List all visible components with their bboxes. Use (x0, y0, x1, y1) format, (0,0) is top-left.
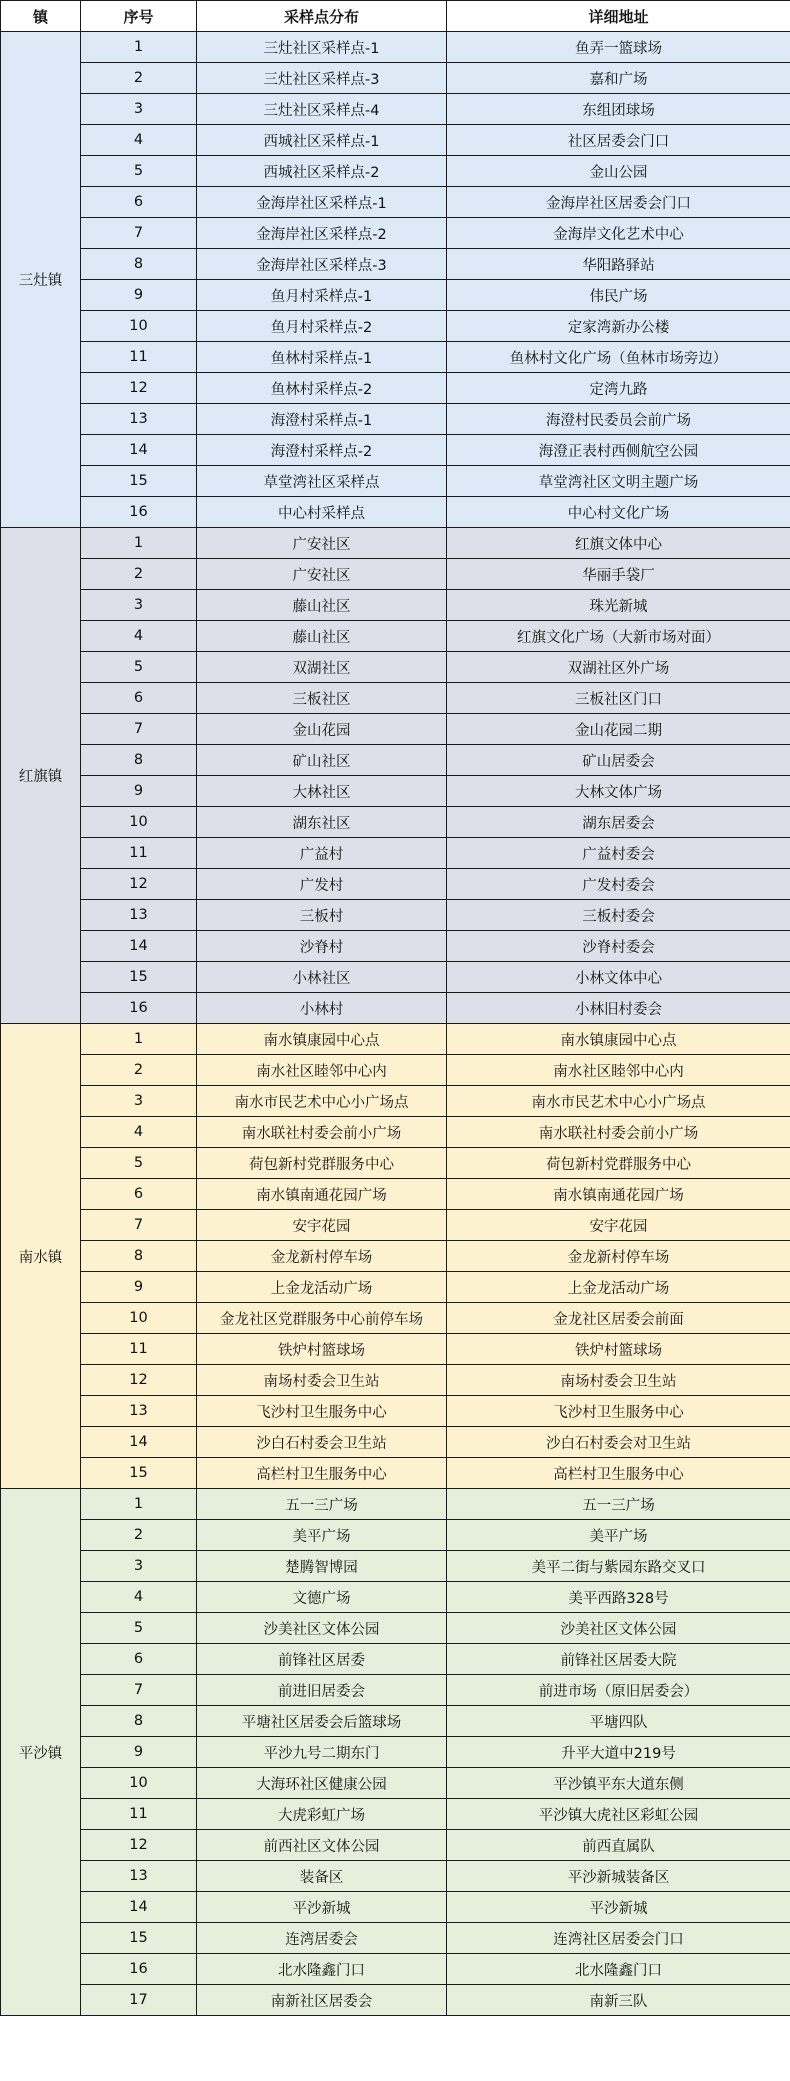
table-row (1, 1489, 790, 1520)
seq-cell: 11 (81, 342, 197, 373)
address-cell: 南场村委会卫生站 (447, 1365, 790, 1396)
table-row (1, 838, 790, 869)
address-cell: 沙美社区文体公园 (447, 1613, 790, 1644)
seq-cell: 16 (81, 1954, 197, 1985)
site-cell: 广益村 (197, 838, 447, 869)
site-cell: 北水隆鑫门口 (197, 1954, 447, 1985)
site-cell: 金龙新村停车场 (197, 1241, 447, 1272)
address-cell: 沙白石村委会对卫生站 (447, 1427, 790, 1458)
address-cell: 定家湾新办公楼 (447, 311, 790, 342)
table-row (1, 1520, 790, 1551)
site-cell: 藤山社区 (197, 590, 447, 621)
address-cell: 美平西路328号 (447, 1582, 790, 1613)
seq-cell: 10 (81, 1768, 197, 1799)
seq-cell: 13 (81, 404, 197, 435)
address-cell: 南水镇康园中心点 (447, 1024, 790, 1055)
town-cell: 平沙镇 (1, 1489, 81, 2016)
table-row (1, 869, 790, 900)
table-row (1, 156, 790, 187)
table-row (1, 466, 790, 497)
address-cell: 双湖社区外广场 (447, 652, 790, 683)
address-cell: 五一三广场 (447, 1489, 790, 1520)
seq-cell: 4 (81, 125, 197, 156)
site-cell: 高栏村卫生服务中心 (197, 1458, 447, 1489)
address-cell: 广益村委会 (447, 838, 790, 869)
seq-cell: 15 (81, 962, 197, 993)
seq-cell: 8 (81, 249, 197, 280)
address-cell: 海澄村民委员会前广场 (447, 404, 790, 435)
site-cell: 金海岸社区采样点-3 (197, 249, 447, 280)
table-row (1, 1334, 790, 1365)
site-cell: 三灶社区采样点-3 (197, 63, 447, 94)
address-cell: 海澄正表村西侧航空公园 (447, 435, 790, 466)
site-cell: 平沙新城 (197, 1892, 447, 1923)
seq-cell: 2 (81, 63, 197, 94)
seq-cell: 9 (81, 1272, 197, 1303)
table-row (1, 714, 790, 745)
address-cell: 金龙新村停车场 (447, 1241, 790, 1272)
site-cell: 小林社区 (197, 962, 447, 993)
address-cell: 伟民广场 (447, 280, 790, 311)
site-cell: 金海岸社区采样点-1 (197, 187, 447, 218)
table-row (1, 1923, 790, 1954)
address-cell: 湖东居委会 (447, 807, 790, 838)
address-cell: 平沙镇平东大道东侧 (447, 1768, 790, 1799)
table-row (1, 1365, 790, 1396)
address-cell: 南新三队 (447, 1985, 790, 2016)
address-cell: 平沙新城 (447, 1892, 790, 1923)
seq-cell: 4 (81, 621, 197, 652)
site-cell: 鱼月村采样点-2 (197, 311, 447, 342)
table-row (1, 962, 790, 993)
site-cell: 金山花园 (197, 714, 447, 745)
seq-cell: 2 (81, 1055, 197, 1086)
address-cell: 金龙社区居委会前面 (447, 1303, 790, 1334)
site-cell: 平沙九号二期东门 (197, 1737, 447, 1768)
table-row (1, 1427, 790, 1458)
site-cell: 美平广场 (197, 1520, 447, 1551)
site-cell: 大林社区 (197, 776, 447, 807)
site-cell: 广安社区 (197, 559, 447, 590)
table-row (1, 1644, 790, 1675)
site-cell: 平塘社区居委会后篮球场 (197, 1706, 447, 1737)
table-row (1, 1551, 790, 1582)
town-cell: 三灶镇 (1, 32, 81, 528)
seq-cell: 6 (81, 683, 197, 714)
address-cell: 平沙镇大虎社区彩虹公园 (447, 1799, 790, 1830)
table-row (1, 1303, 790, 1334)
seq-cell: 13 (81, 1396, 197, 1427)
site-cell: 沙脊村 (197, 931, 447, 962)
address-cell: 华丽手袋厂 (447, 559, 790, 590)
table-body (1, 32, 790, 2016)
address-cell: 红旗文化广场（大新市场对面） (447, 621, 790, 652)
address-cell: 鱼林村文化广场（鱼林市场旁边） (447, 342, 790, 373)
table-row (1, 621, 790, 652)
table-header (1, 1, 790, 32)
seq-cell: 12 (81, 373, 197, 404)
address-cell: 升平大道中219号 (447, 1737, 790, 1768)
table-row (1, 1148, 790, 1179)
site-cell: 鱼林村采样点-2 (197, 373, 447, 404)
site-cell: 三灶社区采样点-1 (197, 32, 447, 63)
address-cell: 金海岸社区居委会门口 (447, 187, 790, 218)
address-cell: 安宇花园 (447, 1210, 790, 1241)
site-cell: 大海环社区健康公园 (197, 1768, 447, 1799)
table-row (1, 1458, 790, 1489)
table-row (1, 125, 790, 156)
address-cell: 南水市民艺术中心小广场点 (447, 1086, 790, 1117)
site-cell: 前锋社区居委 (197, 1644, 447, 1675)
address-cell: 前锋社区居委大院 (447, 1644, 790, 1675)
address-cell: 沙脊村委会 (447, 931, 790, 962)
site-cell: 南水镇南通花园广场 (197, 1179, 447, 1210)
site-cell: 海澄村采样点-2 (197, 435, 447, 466)
site-cell: 海澄村采样点-1 (197, 404, 447, 435)
seq-cell: 3 (81, 94, 197, 125)
table-row (1, 1055, 790, 1086)
seq-cell: 2 (81, 1520, 197, 1551)
seq-cell: 12 (81, 1365, 197, 1396)
seq-cell: 6 (81, 187, 197, 218)
seq-cell: 15 (81, 1458, 197, 1489)
site-cell: 南场村委会卫生站 (197, 1365, 447, 1396)
seq-cell: 15 (81, 1923, 197, 1954)
address-cell: 铁炉村篮球场 (447, 1334, 790, 1365)
site-cell: 鱼月村采样点-1 (197, 280, 447, 311)
address-cell: 北水隆鑫门口 (447, 1954, 790, 1985)
table-row (1, 1985, 790, 2016)
address-cell: 定湾九路 (447, 373, 790, 404)
address-cell: 鱼弄一篮球场 (447, 32, 790, 63)
address-cell: 前进市场（原旧居委会） (447, 1675, 790, 1706)
table-row (1, 311, 790, 342)
seq-cell: 13 (81, 1861, 197, 1892)
seq-cell: 14 (81, 1427, 197, 1458)
table-row (1, 1830, 790, 1861)
seq-cell: 9 (81, 1737, 197, 1768)
address-cell: 上金龙活动广场 (447, 1272, 790, 1303)
site-cell: 西城社区采样点-1 (197, 125, 447, 156)
town-cell: 红旗镇 (1, 528, 81, 1024)
site-cell: 前进旧居委会 (197, 1675, 447, 1706)
seq-cell: 4 (81, 1582, 197, 1613)
address-cell: 三板村委会 (447, 900, 790, 931)
address-cell: 飞沙村卫生服务中心 (447, 1396, 790, 1427)
address-cell: 矿山居委会 (447, 745, 790, 776)
site-cell: 飞沙村卫生服务中心 (197, 1396, 447, 1427)
address-cell: 社区居委会门口 (447, 125, 790, 156)
seq-cell: 12 (81, 869, 197, 900)
table-row (1, 1768, 790, 1799)
seq-cell: 12 (81, 1830, 197, 1861)
table-row (1, 373, 790, 404)
site-cell: 双湖社区 (197, 652, 447, 683)
table-row (1, 590, 790, 621)
table-row (1, 1799, 790, 1830)
seq-cell: 10 (81, 1303, 197, 1334)
site-cell: 广发村 (197, 869, 447, 900)
table-row (1, 1086, 790, 1117)
site-cell: 三板村 (197, 900, 447, 931)
table-row (1, 1179, 790, 1210)
table-row (1, 900, 790, 931)
address-cell: 美平广场 (447, 1520, 790, 1551)
table-row (1, 1892, 790, 1923)
site-cell: 三板社区 (197, 683, 447, 714)
seq-cell: 9 (81, 280, 197, 311)
table-row (1, 32, 790, 63)
table-row (1, 249, 790, 280)
site-cell: 沙白石村委会卫生站 (197, 1427, 447, 1458)
seq-cell: 8 (81, 1706, 197, 1737)
table-row (1, 1613, 790, 1644)
seq-cell: 3 (81, 590, 197, 621)
site-cell: 广安社区 (197, 528, 447, 559)
address-cell: 三板社区门口 (447, 683, 790, 714)
site-cell: 沙美社区文体公园 (197, 1613, 447, 1644)
seq-cell: 9 (81, 776, 197, 807)
seq-cell: 2 (81, 559, 197, 590)
site-cell: 西城社区采样点-2 (197, 156, 447, 187)
header-site: 采样点分布 (197, 1, 447, 32)
site-cell: 南水联社村委会前小广场 (197, 1117, 447, 1148)
seq-cell: 8 (81, 1241, 197, 1272)
table-row (1, 683, 790, 714)
site-cell: 鱼林村采样点-1 (197, 342, 447, 373)
seq-cell: 11 (81, 1334, 197, 1365)
site-cell: 南水社区睦邻中心内 (197, 1055, 447, 1086)
site-cell: 南新社区居委会 (197, 1985, 447, 2016)
seq-cell: 14 (81, 931, 197, 962)
seq-cell: 13 (81, 900, 197, 931)
table-row (1, 776, 790, 807)
seq-cell: 5 (81, 156, 197, 187)
seq-cell: 1 (81, 32, 197, 63)
site-cell: 湖东社区 (197, 807, 447, 838)
address-cell: 美平二街与紫园东路交叉口 (447, 1551, 790, 1582)
address-cell: 平塘四队 (447, 1706, 790, 1737)
seq-cell: 7 (81, 1210, 197, 1241)
table-row (1, 342, 790, 373)
site-cell: 矿山社区 (197, 745, 447, 776)
table-row (1, 187, 790, 218)
header-address: 详细地址 (447, 1, 790, 32)
table-row (1, 1024, 790, 1055)
site-cell: 小林村 (197, 993, 447, 1024)
address-cell: 小林旧村委会 (447, 993, 790, 1024)
site-cell: 南水镇康园中心点 (197, 1024, 447, 1055)
seq-cell: 11 (81, 838, 197, 869)
table-row (1, 497, 790, 528)
seq-cell: 14 (81, 1892, 197, 1923)
seq-cell: 6 (81, 1179, 197, 1210)
site-cell: 装备区 (197, 1861, 447, 1892)
table-row (1, 559, 790, 590)
seq-cell: 8 (81, 745, 197, 776)
seq-cell: 10 (81, 807, 197, 838)
table-row (1, 1954, 790, 1985)
address-cell: 大林文体广场 (447, 776, 790, 807)
address-cell: 南水社区睦邻中心内 (447, 1055, 790, 1086)
table-row (1, 404, 790, 435)
table-row (1, 1675, 790, 1706)
table-row (1, 993, 790, 1024)
table-row (1, 652, 790, 683)
site-cell: 中心村采样点 (197, 497, 447, 528)
address-cell: 荷包新村党群服务中心 (447, 1148, 790, 1179)
address-cell: 广发村委会 (447, 869, 790, 900)
table-row (1, 280, 790, 311)
address-cell: 连湾社区居委会门口 (447, 1923, 790, 1954)
header-seq: 序号 (81, 1, 197, 32)
seq-cell: 17 (81, 1985, 197, 2016)
header-town: 镇 (1, 1, 81, 32)
seq-cell: 6 (81, 1644, 197, 1675)
site-cell: 文德广场 (197, 1582, 447, 1613)
table-row (1, 931, 790, 962)
seq-cell: 10 (81, 311, 197, 342)
table-row (1, 1706, 790, 1737)
address-cell: 红旗文体中心 (447, 528, 790, 559)
seq-cell: 11 (81, 1799, 197, 1830)
site-cell: 铁炉村篮球场 (197, 1334, 447, 1365)
seq-cell: 15 (81, 466, 197, 497)
site-cell: 安宇花园 (197, 1210, 447, 1241)
address-cell: 金山花园二期 (447, 714, 790, 745)
site-cell: 金海岸社区采样点-2 (197, 218, 447, 249)
site-cell: 南水市民艺术中心小广场点 (197, 1086, 447, 1117)
table-row (1, 745, 790, 776)
address-cell: 南水联社村委会前小广场 (447, 1117, 790, 1148)
site-cell: 荷包新村党群服务中心 (197, 1148, 447, 1179)
address-cell: 华阳路驿站 (447, 249, 790, 280)
site-cell: 五一三广场 (197, 1489, 447, 1520)
address-cell: 小林文体中心 (447, 962, 790, 993)
table-row (1, 807, 790, 838)
site-cell: 草堂湾社区采样点 (197, 466, 447, 497)
site-cell: 金龙社区党群服务中心前停车场 (197, 1303, 447, 1334)
site-cell: 连湾居委会 (197, 1923, 447, 1954)
table-row (1, 218, 790, 249)
address-cell: 金山公园 (447, 156, 790, 187)
address-cell: 平沙新城装备区 (447, 1861, 790, 1892)
table-row (1, 435, 790, 466)
seq-cell: 5 (81, 652, 197, 683)
site-cell: 藤山社区 (197, 621, 447, 652)
seq-cell: 7 (81, 218, 197, 249)
table-row (1, 1861, 790, 1892)
address-cell: 中心村文化广场 (447, 497, 790, 528)
seq-cell: 16 (81, 497, 197, 528)
header-row (1, 1, 790, 32)
seq-cell: 1 (81, 1024, 197, 1055)
seq-cell: 5 (81, 1613, 197, 1644)
table-row (1, 1241, 790, 1272)
site-cell: 上金龙活动广场 (197, 1272, 447, 1303)
table-row (1, 1272, 790, 1303)
table-row (1, 94, 790, 125)
address-cell: 前西直属队 (447, 1830, 790, 1861)
address-cell: 金海岸文化艺术中心 (447, 218, 790, 249)
seq-cell: 1 (81, 1489, 197, 1520)
seq-cell: 1 (81, 528, 197, 559)
address-cell: 东组团球场 (447, 94, 790, 125)
seq-cell: 7 (81, 714, 197, 745)
table-row (1, 1396, 790, 1427)
table-row (1, 1210, 790, 1241)
table-row (1, 63, 790, 94)
seq-cell: 16 (81, 993, 197, 1024)
address-cell: 南水镇南通花园广场 (447, 1179, 790, 1210)
seq-cell: 14 (81, 435, 197, 466)
address-cell: 嘉和广场 (447, 63, 790, 94)
seq-cell: 3 (81, 1551, 197, 1582)
table-row (1, 1737, 790, 1768)
table-row (1, 528, 790, 559)
site-cell: 前西社区文体公园 (197, 1830, 447, 1861)
address-cell: 高栏村卫生服务中心 (447, 1458, 790, 1489)
site-cell: 三灶社区采样点-4 (197, 94, 447, 125)
seq-cell: 7 (81, 1675, 197, 1706)
site-cell: 大虎彩虹广场 (197, 1799, 447, 1830)
town-cell: 南水镇 (1, 1024, 81, 1489)
address-cell: 珠光新城 (447, 590, 790, 621)
address-cell: 草堂湾社区文明主题广场 (447, 466, 790, 497)
site-cell: 楚腾智博园 (197, 1551, 447, 1582)
seq-cell: 4 (81, 1117, 197, 1148)
seq-cell: 5 (81, 1148, 197, 1179)
table-row (1, 1117, 790, 1148)
seq-cell: 3 (81, 1086, 197, 1117)
table-row (1, 1582, 790, 1613)
